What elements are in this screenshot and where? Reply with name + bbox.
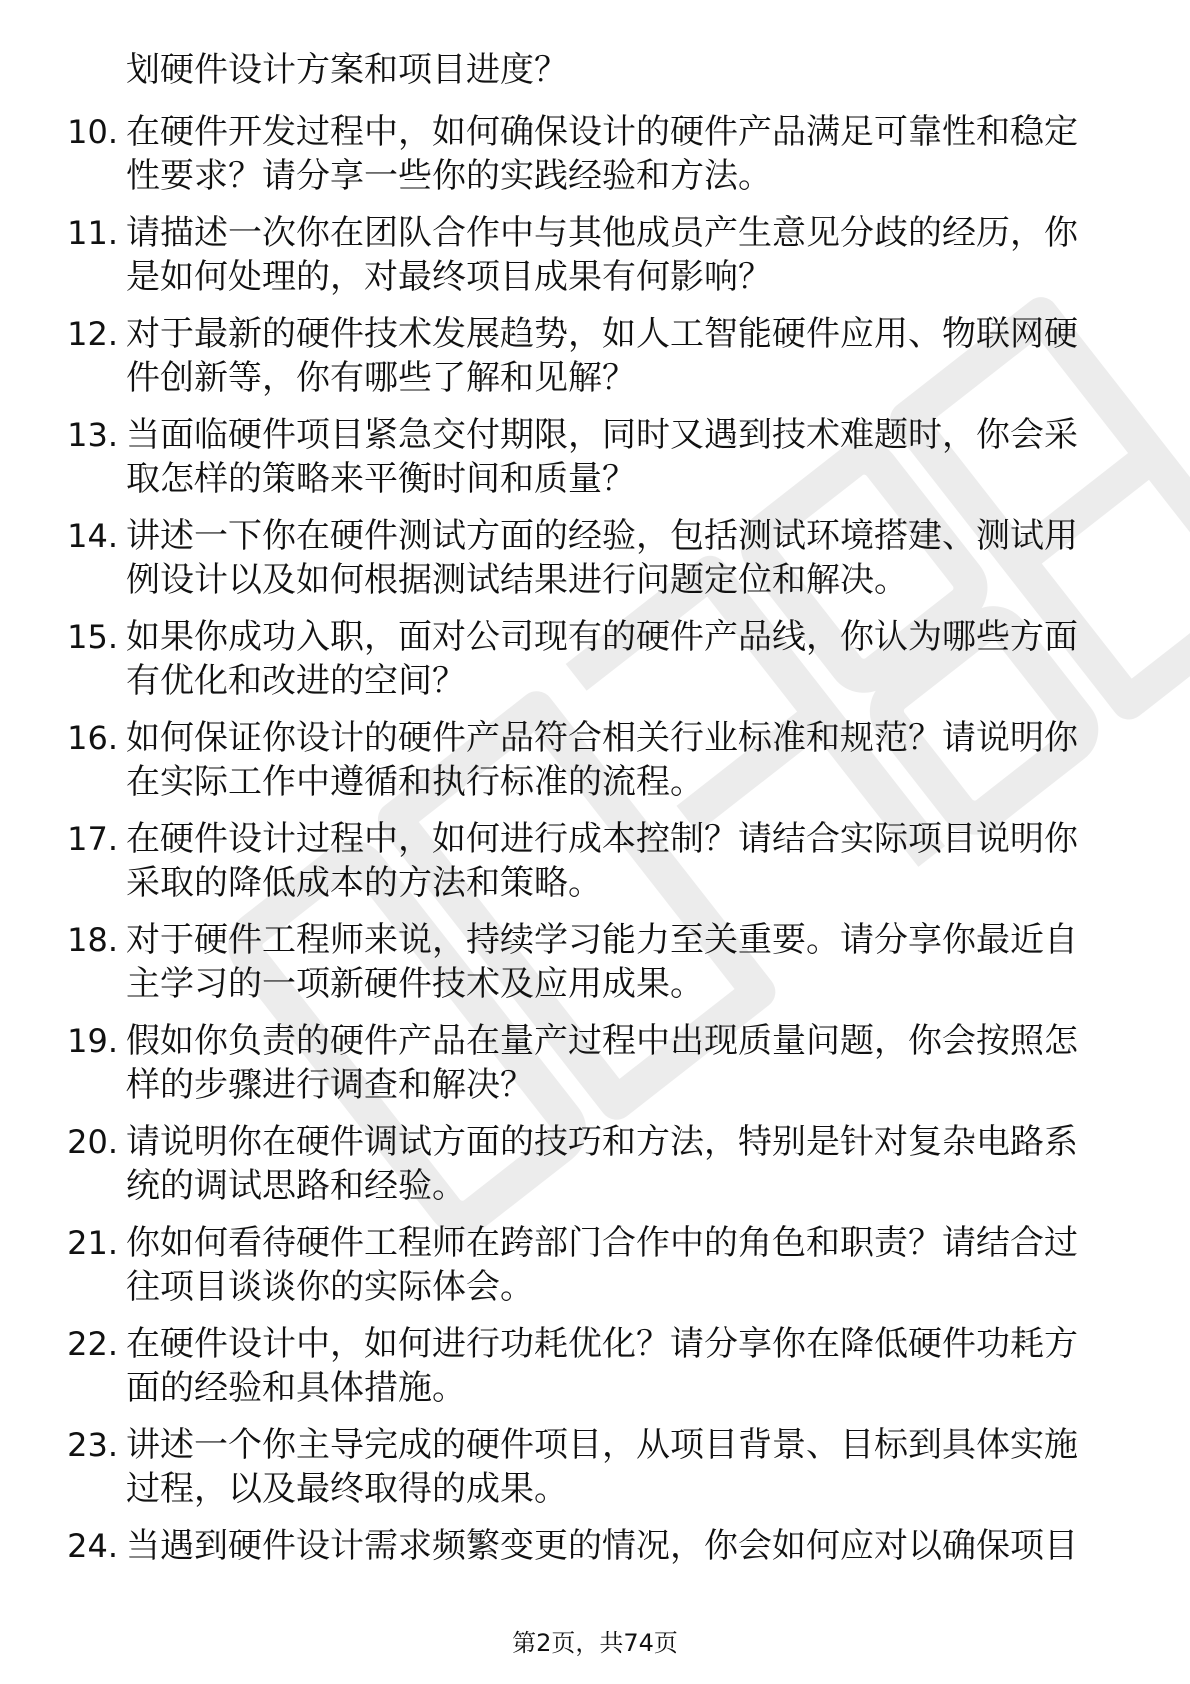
list-item: [60, 918, 1110, 1006]
question-text: 在硬件设计过程中，如何进行成本控制？请结合实际项目说明你采取的降低成本的方法和策略。: [126, 819, 1078, 903]
list-item: [60, 110, 1110, 198]
list-item: [60, 1019, 1110, 1107]
list-item: [60, 1524, 1110, 1568]
question-number: 17.: [67, 820, 118, 858]
question-text: 在硬件设计中，如何进行功耗优化？请分享你在降低硬件功耗方面的经验和具体措施。: [126, 1324, 1078, 1408]
question-text: 如何保证你设计的硬件产品符合相关行业标准和规范？请说明你在实际工作中遵循和执行标准的流程。: [126, 718, 1078, 802]
question-text: 当面临硬件项目紧急交付期限，同时又遇到技术难题时，你会采取怎样的策略来平衡时间和质量？: [126, 415, 1078, 499]
list-item: [60, 615, 1110, 703]
list-item: [60, 1423, 1110, 1511]
question-number: 16.: [67, 719, 118, 757]
list-item: [60, 817, 1110, 905]
question-number: 22.: [67, 1325, 118, 1363]
question-number: 18.: [67, 921, 118, 959]
question-text: 对于最新的硬件技术发展趋势，如人工智能硬件应用、物联网硬件创新等，你有哪些了解和见解？: [126, 314, 1078, 398]
page-number: 第2页，共74页: [512, 1629, 678, 1657]
question-list: [60, 48, 1110, 1581]
question-number: 20.: [67, 1123, 118, 1161]
question-text: 讲述一下你在硬件测试方面的经验，包括测试环境搭建、测试用例设计以及如何根据测试结果进行问题定位和解决。: [126, 516, 1078, 600]
question-text: 如果你成功入职，面对公司现有的硬件产品线，你认为哪些方面有优化和改进的空间？: [126, 617, 1078, 701]
list-item: [60, 312, 1110, 400]
question-number: 11.: [67, 214, 118, 252]
question-text: 当遇到硬件设计需求频繁变更的情况，你会如何应对以确保项目: [126, 1526, 1078, 1566]
continued-text: 划硬件设计方案和项目进度？: [126, 50, 568, 90]
list-item: [60, 211, 1110, 299]
question-text: 在硬件开发过程中，如何确保设计的硬件产品满足可靠性和稳定性要求？请分享一些你的实践经验和方法。: [126, 112, 1078, 196]
question-number: 24.: [67, 1527, 118, 1565]
question-number: 14.: [67, 517, 118, 555]
question-number: 10.: [67, 113, 118, 151]
question-text: 请描述一次你在团队合作中与其他成员产生意见分歧的经历，你是如何处理的，对最终项目成果有何影响？: [126, 213, 1078, 297]
question-text: 你如何看待硬件工程师在跨部门合作中的角色和职责？请结合过往项目谈谈你的实际体会。: [126, 1223, 1078, 1307]
list-item: [60, 1120, 1110, 1208]
list-item: [60, 1221, 1110, 1309]
question-text: 讲述一个你主导完成的硬件项目，从项目背景、目标到具体实施过程，以及最终取得的成果。: [126, 1425, 1078, 1509]
question-number: 13.: [67, 416, 118, 454]
list-item: [60, 1322, 1110, 1410]
question-number: 23.: [67, 1426, 118, 1464]
list-item: [60, 413, 1110, 501]
list-item: [60, 514, 1110, 602]
question-number: 21.: [67, 1224, 118, 1262]
list-item: [60, 716, 1110, 804]
question-number: 15.: [67, 618, 118, 656]
question-text: 对于硬件工程师来说，持续学习能力至关重要。请分享你最近自主学习的一项新硬件技术及应用成果。: [126, 920, 1078, 1004]
question-number: 19.: [67, 1022, 118, 1060]
question-text: 请说明你在硬件调试方面的技巧和方法，特别是针对复杂电路系统的调试思路和经验。: [126, 1122, 1078, 1206]
question-number: 12.: [67, 315, 118, 353]
question-text: 假如你负责的硬件产品在量产过程中出现质量问题，你会按照怎样的步骤进行调查和解决？: [126, 1021, 1078, 1105]
